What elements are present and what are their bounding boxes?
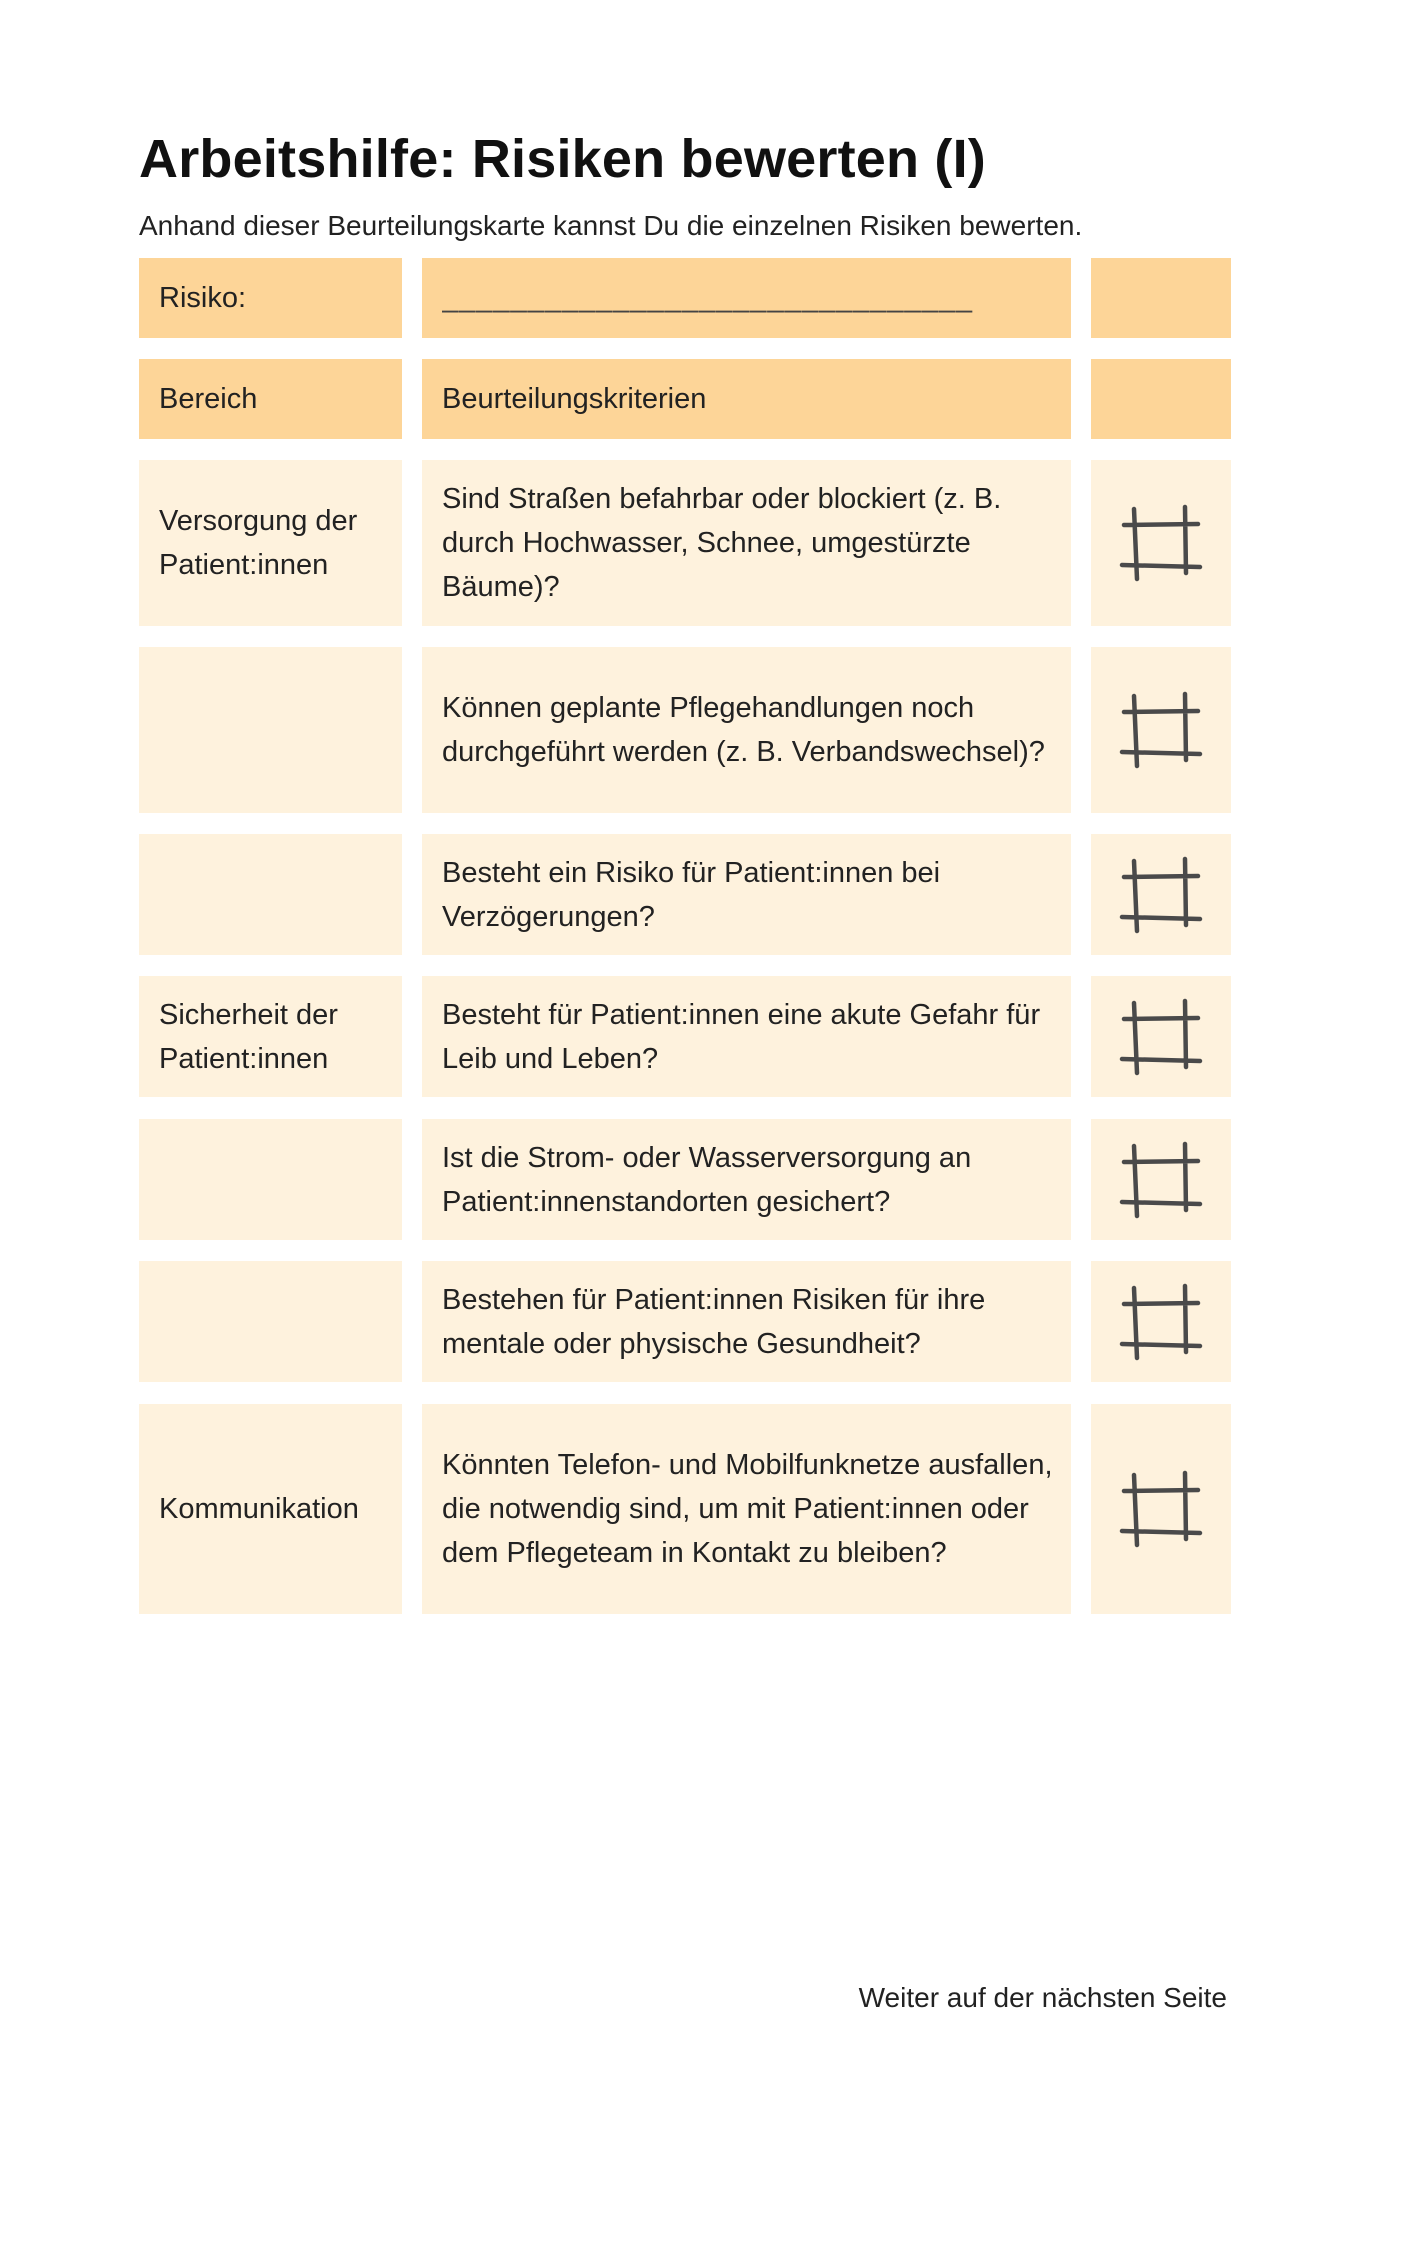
area-cell (139, 1119, 402, 1240)
risk-value-line[interactable]: _______________________________ (442, 282, 973, 314)
checkbox-icon[interactable] (1118, 1140, 1204, 1220)
area-label: Kommunikation (159, 1493, 359, 1525)
check-cell[interactable] (1091, 647, 1231, 813)
criterion-cell (422, 1404, 1071, 1614)
criteria-header-label: Beurteilungskriterien (442, 383, 707, 415)
criterion-text: Besteht für Patient:innen eine akute Gefahr für Leib und Leben? (442, 998, 1041, 1075)
checkbox-icon[interactable] (1118, 1282, 1204, 1362)
criterion-cell (422, 647, 1071, 813)
criterion-text: Besteht ein Risiko für Patient:innen bei Verzögerungen? (442, 856, 941, 933)
area-cell (139, 1261, 402, 1382)
area-label: Versorgung der Patient:innen (159, 505, 358, 581)
criterion-text: Sind Straßen befahrbar oder blockiert (z. B. durch Hochwasser, Schnee, umgestürzte Bäume)? (442, 483, 1002, 603)
area-label: Sicherheit der Patient:innen (159, 998, 338, 1075)
area-cell (139, 647, 402, 813)
checkbox-icon[interactable] (1118, 503, 1204, 583)
area-header-label: Bereich (159, 383, 258, 415)
check-cell[interactable] (1091, 1404, 1231, 1614)
check-cell[interactable] (1091, 976, 1231, 1097)
check-cell[interactable] (1091, 834, 1231, 955)
check-cell[interactable] (1091, 1119, 1231, 1240)
checkbox-icon[interactable] (1118, 690, 1204, 770)
risk-label-cell (139, 258, 402, 338)
checkbox-icon[interactable] (1118, 997, 1204, 1077)
criterion-text: Könnten Telefon- und Mobilfunknetze ausfallen, die notwendig sind, um mit Patient:innen oder dem Pflegeteam in Kontakt zu bleiben? (442, 1449, 1053, 1569)
criterion-text: Ist die Strom- oder Wasserversorgung an Patient:innenstandorten gesichert? (442, 1141, 972, 1218)
area-cell (139, 834, 402, 955)
check-header-blank-cell (1091, 359, 1231, 439)
criterion-cell (422, 976, 1071, 1097)
area-cell (139, 1404, 402, 1614)
check-cell[interactable] (1091, 1261, 1231, 1382)
checkbox-icon[interactable] (1118, 1469, 1204, 1549)
criterion-cell (422, 834, 1071, 955)
footer-note: Weiter auf der nächsten Seite (858, 1982, 1227, 2013)
criterion-cell (422, 460, 1071, 626)
intro-text: Anhand dieser Beurteilungskarte kannst Du die einzelnen Risiken bewerten. (139, 210, 1083, 241)
area-cell (139, 460, 402, 626)
criterion-cell (422, 1261, 1071, 1382)
criterion-text: Können geplante Pflegehandlungen noch durchgeführt werden (z. B. Verbandswechsel)? (442, 692, 1045, 768)
risk-value-cell[interactable] (422, 258, 1071, 338)
area-header-cell (139, 359, 402, 439)
risk-label: Risiko: (159, 282, 247, 314)
checkbox-icon[interactable] (1118, 855, 1204, 935)
criterion-cell (422, 1119, 1071, 1240)
criteria-header-cell (422, 359, 1071, 439)
check-cell[interactable] (1091, 460, 1231, 626)
risk-header-blank-cell (1091, 258, 1231, 338)
page-title: Arbeitshilfe: Risiken bewerten (I) (139, 129, 986, 189)
area-cell (139, 976, 402, 1097)
criterion-text: Bestehen für Patient:innen Risiken für ihre mentale oder physische Gesundheit? (442, 1283, 986, 1360)
